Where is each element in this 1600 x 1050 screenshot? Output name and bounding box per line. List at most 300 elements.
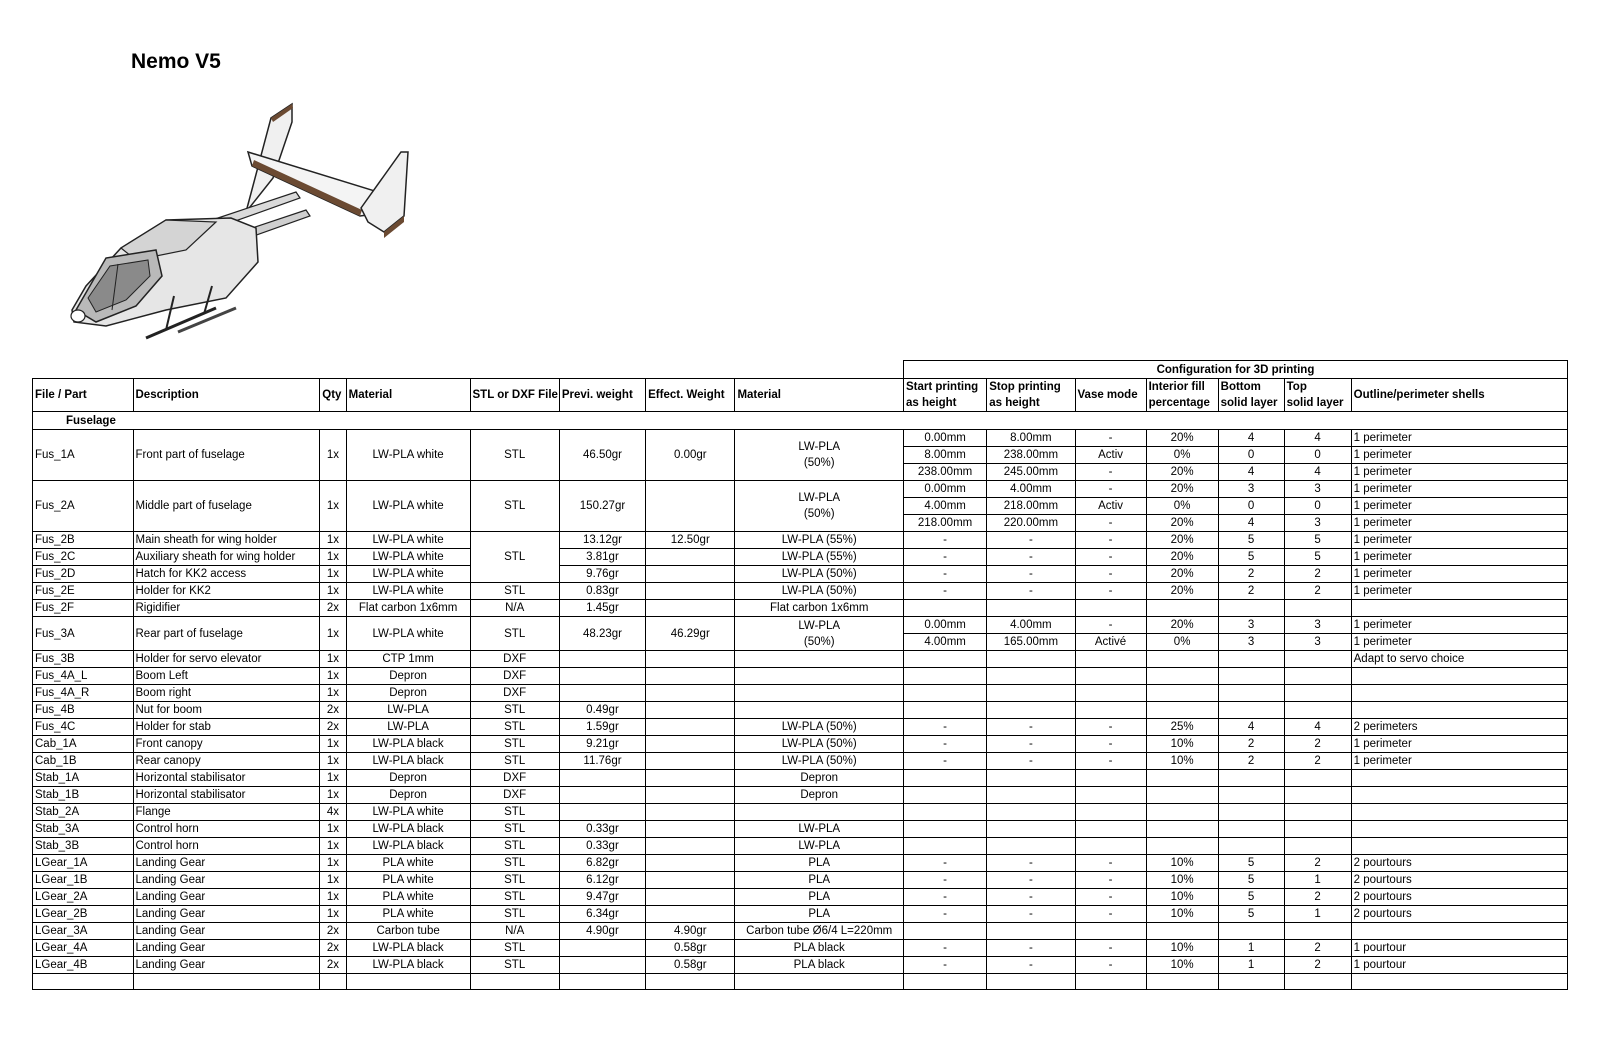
outline-shells [1351, 770, 1567, 787]
part-material: Flat carbon 1x6mm [346, 600, 470, 617]
bottom-layer: 0 [1218, 447, 1284, 464]
part-qty: 1x [320, 566, 346, 583]
part-effect-weight [646, 600, 735, 617]
part-qty: 2x [320, 957, 346, 974]
part-id: Fus_3B [33, 651, 134, 668]
bottom-layer: 1 [1218, 957, 1284, 974]
top-layer [1284, 668, 1351, 685]
start-height: - [903, 719, 986, 736]
outline-shells: 1 perimeter [1351, 481, 1567, 498]
part-file-type: N/A [470, 923, 559, 940]
top-layer: 1 [1284, 906, 1351, 923]
outline-shells: 1 pourtour [1351, 940, 1567, 957]
start-height: - [903, 532, 986, 549]
interior-fill: 10% [1146, 872, 1218, 889]
part-file-type: STL [470, 753, 559, 770]
bottom-layer [1218, 821, 1284, 838]
part-id: LGear_4A [33, 940, 134, 957]
part-print-material: LW-PLA (55%) [735, 549, 904, 566]
part-qty: 2x [320, 940, 346, 957]
vase-mode: - [1075, 532, 1146, 549]
part-previ-weight [559, 940, 645, 957]
part-qty: 1x [320, 651, 346, 668]
top-layer: 0 [1284, 498, 1351, 515]
start-height [903, 702, 986, 719]
bottom-layer: 3 [1218, 617, 1284, 634]
part-id: Fus_2F [33, 600, 134, 617]
header-bottom: Bottom solid layer [1218, 379, 1284, 412]
table-row [33, 430, 1568, 447]
vase-mode: - [1075, 872, 1146, 889]
bottom-layer: 5 [1218, 549, 1284, 566]
part-qty: 2x [320, 719, 346, 736]
start-height: 0.00mm [903, 481, 986, 498]
part-description: Landing Gear [133, 940, 320, 957]
top-layer: 3 [1284, 481, 1351, 498]
part-print-material: LW-PLA (50%) [735, 753, 904, 770]
part-description: Control horn [133, 838, 320, 855]
part-material: PLA white [346, 889, 470, 906]
part-file-type: STL [470, 532, 559, 583]
part-effect-weight [646, 770, 735, 787]
part-previ-weight: 3.81gr [559, 549, 645, 566]
start-height: 4.00mm [903, 634, 986, 651]
part-file-type: STL [470, 838, 559, 855]
part-effect-weight: 12.50gr [646, 532, 735, 549]
vase-mode: - [1075, 940, 1146, 957]
part-file-type: DXF [470, 787, 559, 804]
part-previ-weight: 1.59gr [559, 719, 645, 736]
part-previ-weight: 0.33gr [559, 838, 645, 855]
part-file-type: DXF [470, 651, 559, 668]
part-print-material: LW-PLA (50%) [735, 430, 904, 481]
stop-height: - [987, 940, 1075, 957]
part-material: Depron [346, 668, 470, 685]
part-material: LW-PLA [346, 719, 470, 736]
start-height [903, 770, 986, 787]
bottom-layer [1218, 838, 1284, 855]
empty-cell [735, 974, 904, 990]
table-row [33, 566, 1568, 583]
interior-fill [1146, 702, 1218, 719]
interior-fill: 20% [1146, 566, 1218, 583]
interior-fill [1146, 838, 1218, 855]
bottom-layer [1218, 668, 1284, 685]
stop-height [987, 838, 1075, 855]
part-id: Stab_3A [33, 821, 134, 838]
table-row [33, 532, 1568, 549]
top-layer: 2 [1284, 855, 1351, 872]
table-row [33, 600, 1568, 617]
outline-shells [1351, 600, 1567, 617]
vase-mode: - [1075, 566, 1146, 583]
vase-mode: Activ [1075, 447, 1146, 464]
part-id: LGear_2B [33, 906, 134, 923]
part-effect-weight: 0.00gr [646, 430, 735, 481]
top-layer: 5 [1284, 549, 1351, 566]
start-height: - [903, 549, 986, 566]
vase-mode: - [1075, 753, 1146, 770]
part-id: Fus_3A [33, 617, 134, 651]
part-material: PLA white [346, 855, 470, 872]
vase-mode: - [1075, 617, 1146, 634]
parts-table [32, 360, 1568, 990]
part-previ-weight: 9.47gr [559, 889, 645, 906]
part-effect-weight [646, 549, 735, 566]
section-fuselage: Fuselage [33, 412, 1568, 430]
part-id: LGear_4B [33, 957, 134, 974]
vase-mode [1075, 821, 1146, 838]
part-description: Landing Gear [133, 957, 320, 974]
top-layer [1284, 923, 1351, 940]
interior-fill [1146, 923, 1218, 940]
part-effect-weight: 0.58gr [646, 940, 735, 957]
interior-fill: 0% [1146, 447, 1218, 464]
part-material: LW-PLA black [346, 736, 470, 753]
part-print-material: LW-PLA (50%) [735, 481, 904, 532]
part-file-type: STL [470, 872, 559, 889]
part-file-type: DXF [470, 770, 559, 787]
table-row [33, 889, 1568, 906]
part-previ-weight: 0.33gr [559, 821, 645, 838]
stop-height: - [987, 736, 1075, 753]
part-qty: 1x [320, 770, 346, 787]
top-layer: 4 [1284, 719, 1351, 736]
bottom-layer: 5 [1218, 532, 1284, 549]
start-height: 218.00mm [903, 515, 986, 532]
part-qty: 1x [320, 736, 346, 753]
stop-height: 218.00mm [987, 498, 1075, 515]
bottom-layer [1218, 600, 1284, 617]
top-layer [1284, 651, 1351, 668]
part-previ-weight: 0.49gr [559, 702, 645, 719]
start-height: - [903, 753, 986, 770]
table-row [33, 923, 1568, 940]
part-print-material: Depron [735, 770, 904, 787]
top-layer: 2 [1284, 940, 1351, 957]
start-height: 4.00mm [903, 498, 986, 515]
outline-shells: 2 pourtours [1351, 872, 1567, 889]
part-qty: 2x [320, 923, 346, 940]
stop-height [987, 923, 1075, 940]
vase-mode: - [1075, 957, 1146, 974]
interior-fill: 20% [1146, 515, 1218, 532]
part-qty: 4x [320, 804, 346, 821]
part-file-type: STL [470, 889, 559, 906]
interior-fill: 20% [1146, 464, 1218, 481]
part-print-material [735, 668, 904, 685]
config-header: Configuration for 3D printing [903, 361, 1567, 379]
start-height [903, 685, 986, 702]
part-qty: 1x [320, 617, 346, 651]
outline-shells [1351, 821, 1567, 838]
table-row [33, 549, 1568, 566]
part-description: Rear part of fuselage [133, 617, 320, 651]
interior-fill: 10% [1146, 906, 1218, 923]
interior-fill [1146, 600, 1218, 617]
part-material: LW-PLA black [346, 957, 470, 974]
part-description: Horizontal stabilisator [133, 770, 320, 787]
part-description: Middle part of fuselage [133, 481, 320, 532]
table-row [33, 838, 1568, 855]
empty-cell [903, 974, 986, 990]
part-description: Holder for servo elevator [133, 651, 320, 668]
part-id: Stab_3B [33, 838, 134, 855]
top-layer: 0 [1284, 447, 1351, 464]
part-file-type: STL [470, 583, 559, 600]
interior-fill [1146, 787, 1218, 804]
empty-cell [1284, 974, 1351, 990]
part-description: Boom right [133, 685, 320, 702]
stop-height: 4.00mm [987, 617, 1075, 634]
part-effect-weight [646, 702, 735, 719]
part-effect-weight [646, 719, 735, 736]
part-previ-weight [559, 787, 645, 804]
column-header-row [33, 379, 1568, 412]
part-previ-weight: 150.27gr [559, 481, 645, 532]
part-effect-weight: 0.58gr [646, 957, 735, 974]
outline-shells: 1 perimeter [1351, 498, 1567, 515]
header-material2: Material [735, 379, 904, 412]
outline-shells: 1 perimeter [1351, 464, 1567, 481]
part-description: Landing Gear [133, 889, 320, 906]
part-material: LW-PLA white [346, 583, 470, 600]
part-id: Cab_1B [33, 753, 134, 770]
empty-cell [1075, 974, 1146, 990]
outline-shells [1351, 923, 1567, 940]
header-qty: Qty [320, 379, 346, 412]
part-qty: 1x [320, 872, 346, 889]
interior-fill: 20% [1146, 583, 1218, 600]
top-layer [1284, 821, 1351, 838]
interior-fill: 20% [1146, 430, 1218, 447]
part-material: LW-PLA white [346, 549, 470, 566]
part-print-material: Carbon tube Ø6/4 L=220mm [735, 923, 904, 940]
table-row [33, 617, 1568, 634]
bottom-layer [1218, 804, 1284, 821]
top-layer: 2 [1284, 736, 1351, 753]
stop-height: - [987, 957, 1075, 974]
start-height [903, 651, 986, 668]
vase-mode: - [1075, 583, 1146, 600]
stop-height [987, 787, 1075, 804]
top-layer: 3 [1284, 515, 1351, 532]
empty-cell [346, 974, 470, 990]
stop-height: 8.00mm [987, 430, 1075, 447]
vase-mode [1075, 702, 1146, 719]
part-effect-weight [646, 651, 735, 668]
part-print-material: PLA black [735, 957, 904, 974]
part-effect-weight: 46.29gr [646, 617, 735, 651]
table-row [33, 804, 1568, 821]
part-file-type: STL [470, 702, 559, 719]
stop-height: - [987, 889, 1075, 906]
interior-fill [1146, 821, 1218, 838]
stop-height [987, 685, 1075, 702]
part-effect-weight [646, 872, 735, 889]
vase-mode: - [1075, 549, 1146, 566]
outline-shells: 2 pourtours [1351, 906, 1567, 923]
empty-cell [646, 974, 735, 990]
top-layer: 1 [1284, 872, 1351, 889]
part-qty: 1x [320, 838, 346, 855]
table-row [33, 685, 1568, 702]
part-id: Fus_2B [33, 532, 134, 549]
part-description: Holder for stab [133, 719, 320, 736]
bottom-layer [1218, 923, 1284, 940]
part-id: Fus_2D [33, 566, 134, 583]
part-file-type: N/A [470, 600, 559, 617]
vase-mode [1075, 838, 1146, 855]
interior-fill: 10% [1146, 889, 1218, 906]
part-material: Depron [346, 787, 470, 804]
top-layer: 2 [1284, 753, 1351, 770]
start-height: - [903, 855, 986, 872]
part-qty: 1x [320, 481, 346, 532]
start-height: - [903, 906, 986, 923]
vase-mode: - [1075, 481, 1146, 498]
interior-fill: 10% [1146, 753, 1218, 770]
part-effect-weight [646, 821, 735, 838]
part-effect-weight [646, 668, 735, 685]
top-layer: 5 [1284, 532, 1351, 549]
bottom-layer: 2 [1218, 566, 1284, 583]
interior-fill: 0% [1146, 498, 1218, 515]
outline-shells: 1 perimeter [1351, 753, 1567, 770]
part-qty: 1x [320, 685, 346, 702]
part-effect-weight [646, 838, 735, 855]
bottom-layer: 4 [1218, 515, 1284, 532]
stop-height: - [987, 583, 1075, 600]
part-print-material: PLA [735, 906, 904, 923]
vase-mode [1075, 651, 1146, 668]
part-id: Fus_2A [33, 481, 134, 532]
part-print-material [735, 702, 904, 719]
part-file-type: STL [470, 430, 559, 481]
top-layer: 3 [1284, 634, 1351, 651]
part-id: Fus_4A_L [33, 668, 134, 685]
table-row [33, 787, 1568, 804]
part-previ-weight [559, 804, 645, 821]
part-print-material [735, 685, 904, 702]
part-effect-weight [646, 566, 735, 583]
vase-mode: Activ [1075, 498, 1146, 515]
interior-fill [1146, 668, 1218, 685]
start-height: - [903, 889, 986, 906]
start-height: 238.00mm [903, 464, 986, 481]
part-material: LW-PLA black [346, 838, 470, 855]
bottom-layer: 4 [1218, 430, 1284, 447]
vase-mode: - [1075, 855, 1146, 872]
part-id: Stab_2A [33, 804, 134, 821]
part-description: Control horn [133, 821, 320, 838]
start-height [903, 787, 986, 804]
bottom-layer: 5 [1218, 906, 1284, 923]
vase-mode: - [1075, 906, 1146, 923]
stop-height: - [987, 549, 1075, 566]
part-id: Fus_4C [33, 719, 134, 736]
part-material: PLA white [346, 872, 470, 889]
interior-fill: 10% [1146, 957, 1218, 974]
header-start: Start printing as height [903, 379, 986, 412]
part-qty: 1x [320, 583, 346, 600]
interior-fill: 10% [1146, 940, 1218, 957]
document-title: Nemo V5 [131, 50, 221, 73]
header-outline: Outline/perimeter shells [1351, 379, 1567, 412]
start-height [903, 600, 986, 617]
start-height [903, 923, 986, 940]
part-previ-weight: 1.45gr [559, 600, 645, 617]
vase-mode [1075, 668, 1146, 685]
outline-shells: 2 perimeters [1351, 719, 1567, 736]
stop-height: - [987, 719, 1075, 736]
bottom-layer: 3 [1218, 481, 1284, 498]
interior-fill: 10% [1146, 855, 1218, 872]
table-row [33, 719, 1568, 736]
interior-fill: 20% [1146, 549, 1218, 566]
part-previ-weight: 9.21gr [559, 736, 645, 753]
part-description: Horizontal stabilisator [133, 787, 320, 804]
part-id: LGear_1A [33, 855, 134, 872]
part-id: Fus_2C [33, 549, 134, 566]
part-print-material: LW-PLA (50%) [735, 736, 904, 753]
stop-height: 165.00mm [987, 634, 1075, 651]
part-qty: 1x [320, 668, 346, 685]
part-material: LW-PLA white [346, 566, 470, 583]
part-previ-weight: 4.90gr [559, 923, 645, 940]
part-effect-weight [646, 583, 735, 600]
part-id: LGear_3A [33, 923, 134, 940]
part-qty: 1x [320, 855, 346, 872]
vase-mode: - [1075, 736, 1146, 753]
vase-mode: - [1075, 515, 1146, 532]
part-material: PLA white [346, 906, 470, 923]
part-file-type: DXF [470, 685, 559, 702]
interior-fill: 0% [1146, 634, 1218, 651]
part-id: Fus_2E [33, 583, 134, 600]
part-description: Landing Gear [133, 906, 320, 923]
part-material: LW-PLA white [346, 481, 470, 532]
part-effect-weight [646, 685, 735, 702]
part-description: Landing Gear [133, 872, 320, 889]
part-print-material: PLA [735, 855, 904, 872]
outline-shells [1351, 804, 1567, 821]
part-qty: 1x [320, 753, 346, 770]
part-print-material: LW-PLA (50%) [735, 566, 904, 583]
part-print-material: LW-PLA [735, 821, 904, 838]
vase-mode [1075, 787, 1146, 804]
part-id: Fus_4B [33, 702, 134, 719]
header-stop: Stop printing as height [987, 379, 1075, 412]
part-file-type: STL [470, 804, 559, 821]
part-print-material: LW-PLA [735, 838, 904, 855]
part-effect-weight [646, 787, 735, 804]
vase-mode: Activé [1075, 634, 1146, 651]
helicopter-illustration [66, 100, 416, 345]
stop-height: - [987, 872, 1075, 889]
part-previ-weight: 0.83gr [559, 583, 645, 600]
header-description: Description [133, 379, 320, 412]
bottom-layer: 3 [1218, 634, 1284, 651]
stop-height: - [987, 566, 1075, 583]
part-material: LW-PLA black [346, 940, 470, 957]
table-row [33, 940, 1568, 957]
bottom-layer: 4 [1218, 719, 1284, 736]
part-file-type: STL [470, 940, 559, 957]
outline-shells [1351, 685, 1567, 702]
stop-height: - [987, 753, 1075, 770]
part-file-type: STL [470, 957, 559, 974]
